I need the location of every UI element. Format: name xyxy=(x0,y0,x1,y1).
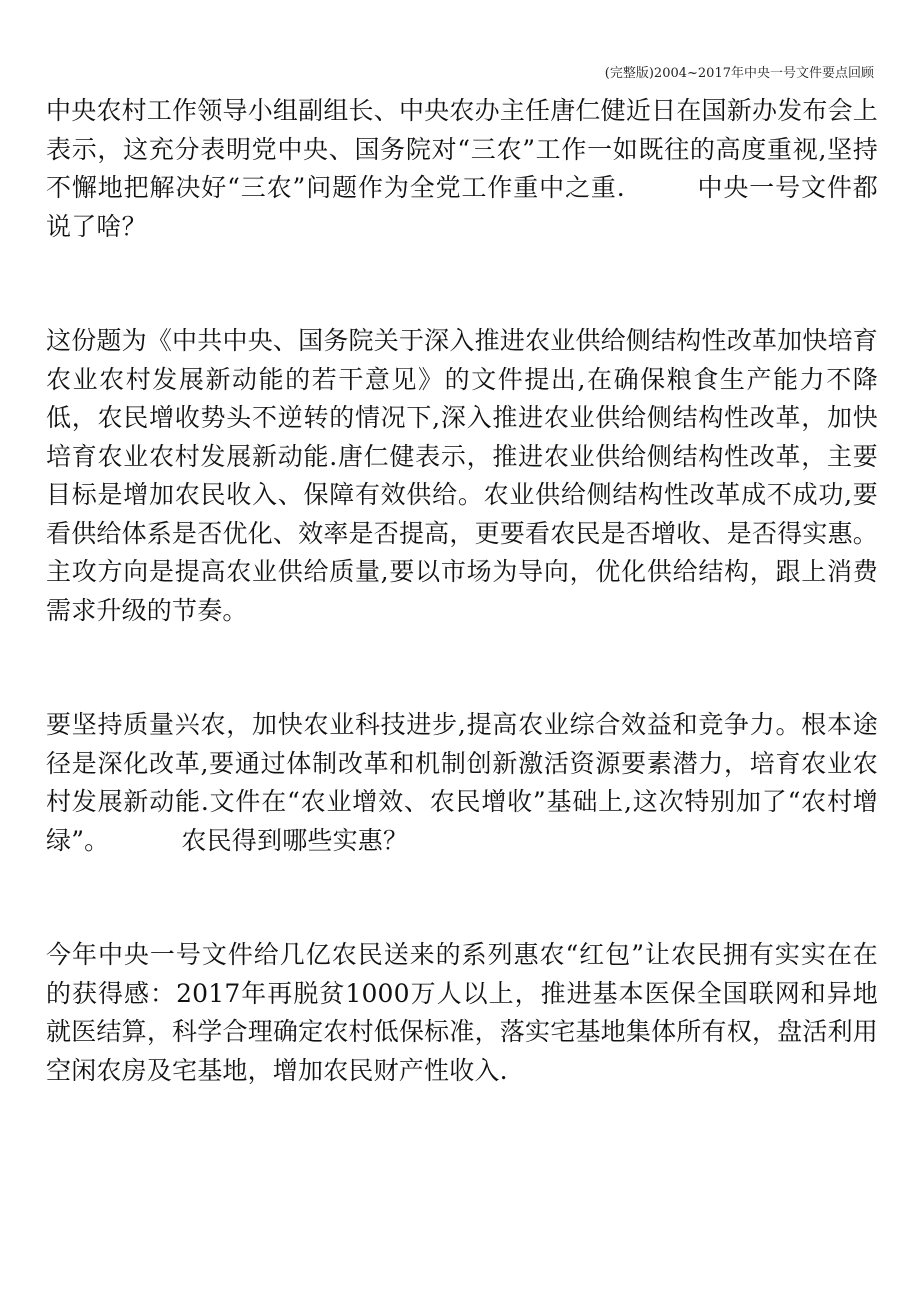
paragraph-4 xyxy=(46,936,878,1090)
document-body xyxy=(46,92,878,1090)
paragraph-1-text: 中央农村工作领导小组副组长、中央农办主任唐仁健近日在国新办发布会上表示，这充分表明党中央、国务院对“三农”工作一如既往的高度重视,坚持不懈地把解决好“三农”问题作为全党工作重中之重. xyxy=(46,96,878,202)
paragraph-3-text: 要坚持质量兴农，加快农业科技进步,提高农业综合效益和竞争力。根本途径是深化改革,要通过体制改革和机制创新激活资源要素潜力，培育农业农村发展新动能.文件在“农业增效、农民增收”基础上,这次特别加了“农村增绿”。 xyxy=(46,710,878,855)
section-heading-question-1: 中央一号文件都说了啥？ xyxy=(46,173,878,241)
section-heading-question-2: 农民得到哪些实惠？ xyxy=(181,825,409,855)
paragraph-2 xyxy=(46,322,878,630)
page-header: (完整版)2004~2017年中央一号文件要点回顾 xyxy=(604,66,874,81)
paragraph-3 xyxy=(46,706,878,860)
paragraph-4-text: 今年中央一号文件给几亿农民送来的系列惠农“红包”让农民拥有实实在在的获得感：2017年再脱贫1000万人以上，推进基本医保全国联网和异地就医结算，科学合理确定农村低保标准，落实宅基地集体所有权，盘活利用空闲农房及宅基地，增加农民财产性收入. xyxy=(46,940,878,1085)
paragraph-1 xyxy=(46,92,878,246)
paragraph-2-text: 这份题为《中共中央、国务院关于深入推进农业供给侧结构性改革加快培育农业农村发展新动能的若干意见》的文件提出,在确保粮食生产能力不降低，农民增收势头不逆转的情况下,深入推进农业供给侧结构性改革，加快培育农业农村发展新动能.唐仁健表示，推进农业供给侧结构性改革，主要目标是增加农民收入、保障有效供给。农业供给侧结构性改革成不成功,要看供给体系是否优化、效率是否提高，更要看农民是否增收、是否得实惠。主攻方向是提高农业供给质量,要以市场为导向，优化供给结构，跟上消费需求升级的节奏。 xyxy=(46,326,878,625)
